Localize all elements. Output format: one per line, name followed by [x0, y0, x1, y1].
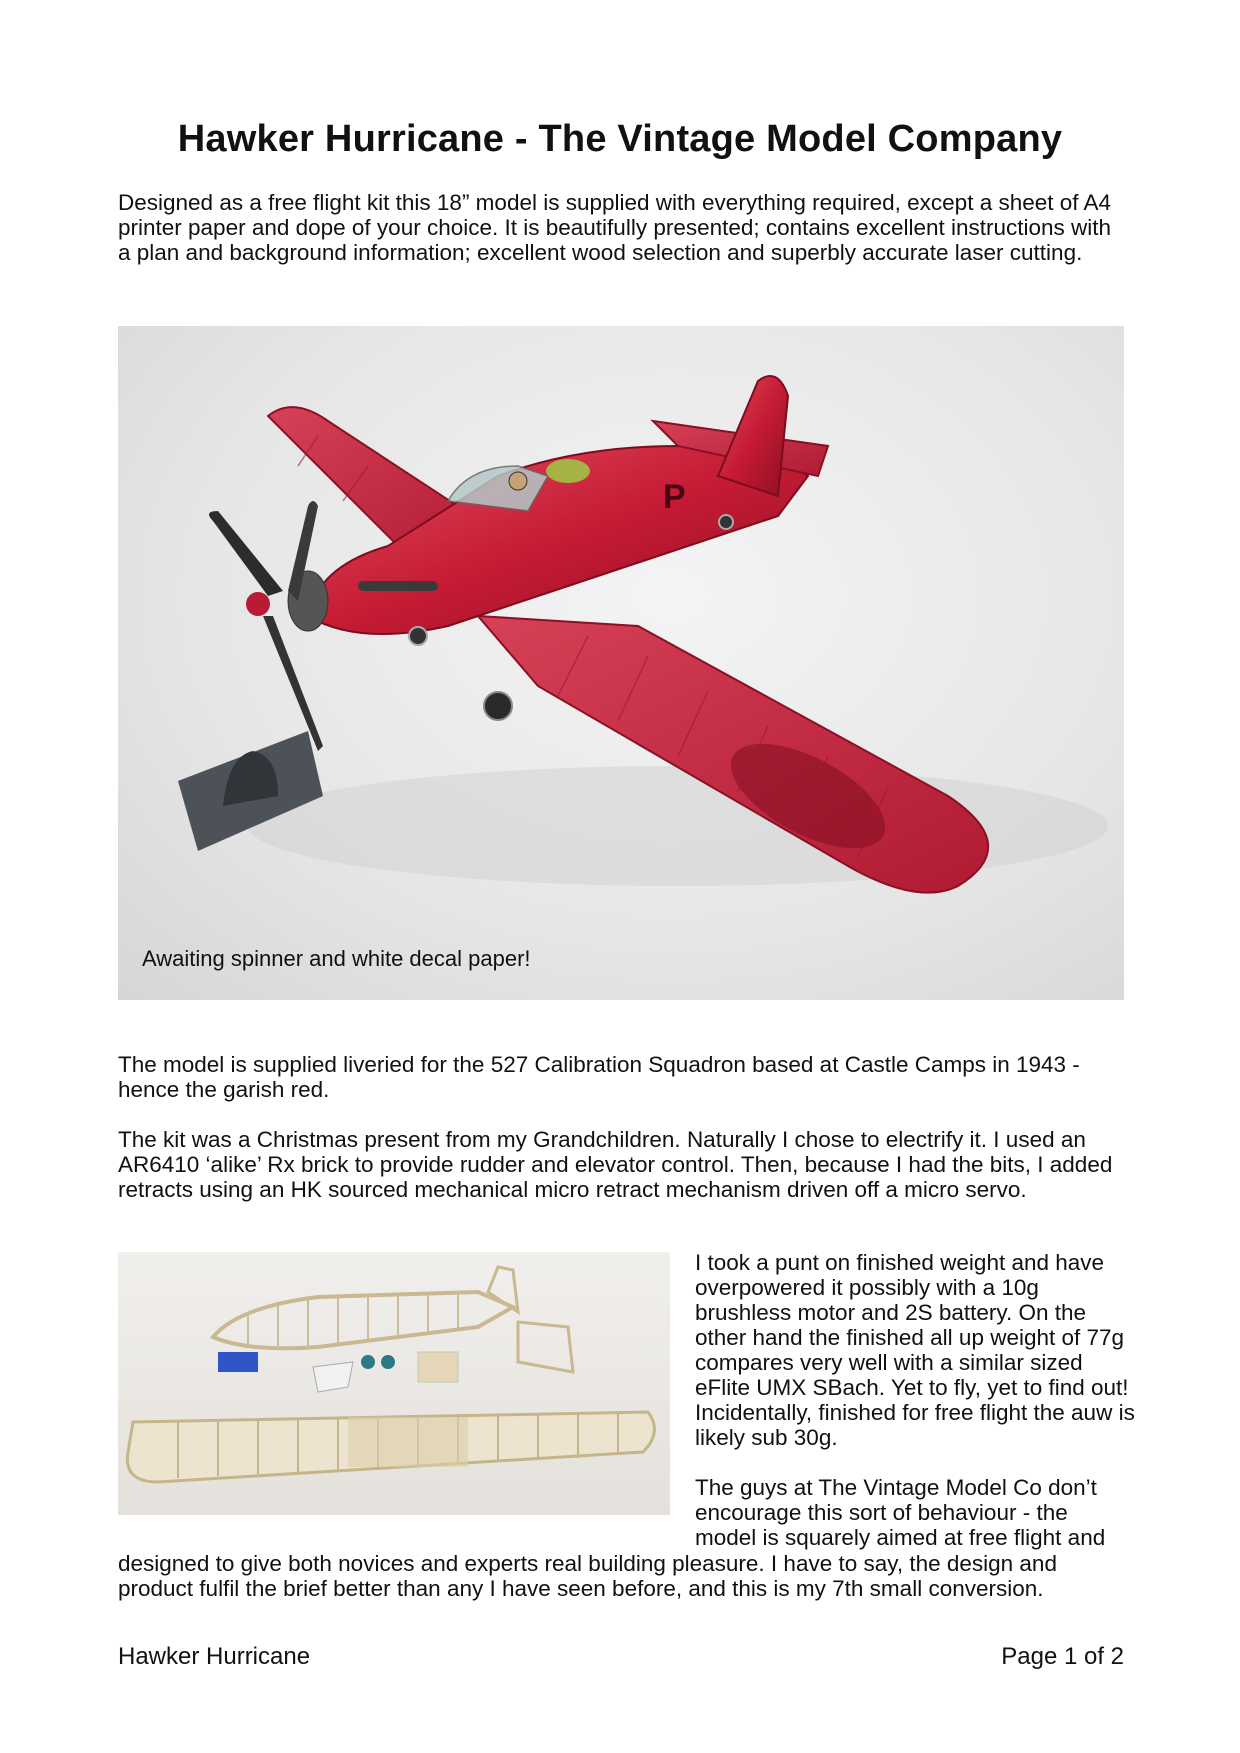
wheel-right: [484, 692, 512, 720]
balsa-airframe-illustration: [118, 1252, 670, 1515]
vintage-co-paragraph-line2: designed to give both novices and experts real building pleasure. I have to say, the design and: [118, 1551, 1057, 1576]
battery: [218, 1352, 258, 1372]
livery-paragraph: The model is supplied liveried for the 527 Calibration Squadron based at Castle Camps in 1943 - hence the garish red.: [118, 1052, 1080, 1102]
page-title: Hawker Hurricane - The Vintage Model Company: [177, 118, 1063, 160]
page-number: Page 1 of 2: [1001, 1643, 1124, 1670]
tailplane-frame: [518, 1322, 573, 1372]
weight-paragraph: I took a punt on finished weight and have overpowered it possibly with a 10g brushless motor and 2S battery. On the other hand the finished all up weight of 77g compares very well with a similar sized eFlite UMX SBach. Yet to fly, yet to find out! Incidentally, finished for free flight the auw is likely sub 30g.: [695, 1250, 1135, 1450]
canopy-part: [313, 1362, 353, 1392]
retract-unit-2: [381, 1355, 395, 1369]
red-hurricane-illustration: [118, 326, 1124, 1000]
kit-paragraph: The kit was a Christmas present from my Grandchildren. Naturally I chose to electrify it. I used an AR6410 ‘alike’ Rx brick to provide rudder and elevator control. Then, because I had the bits, I added retracts using an HK sourced mechanical micro retract mechanism driven off a micro servo.: [118, 1127, 1113, 1202]
fuselage-frame: [213, 1292, 513, 1348]
tail-wheel: [719, 515, 733, 529]
exhaust-stubs: [358, 581, 438, 591]
vintage-co-paragraph-line3: product fulfil the brief better than any I have seen before, and this is my 7th small conversion.: [118, 1576, 1044, 1601]
wheel-left: [409, 627, 427, 645]
wing-center-sheeting: [348, 1417, 468, 1467]
propeller-blade-top: [209, 511, 283, 596]
intro-paragraph: Designed as a free flight kit this 18” model is supplied with everything required, except a sheet of A4 printer paper and dope of your choice. It is beautifully presented; contains excellent instructions with a plan and background information; excellent wood selection and superbly accurate laser cutting.: [118, 190, 1112, 265]
side-text-block: [695, 1250, 1135, 1550]
vintage-co-paragraph-start: The guys at The Vintage Model Co don’t encourage this sort of behaviour - the model is squarely aimed at free flight and: [695, 1475, 1106, 1550]
prop-hub: [246, 592, 270, 616]
servo-box: [418, 1352, 458, 1382]
retract-unit-1: [361, 1355, 375, 1369]
pilot-figure: [509, 472, 527, 490]
footer-title: Hawker Hurricane: [118, 1643, 311, 1670]
airframe-build-photo: [118, 1252, 670, 1515]
photo-caption: Awaiting spinner and white decal paper!: [142, 946, 531, 971]
fuselage-letter: P: [663, 478, 686, 516]
propeller-blade-lower: [263, 616, 323, 751]
cockpit-rear: [546, 459, 590, 483]
hurricane-model-photo: [118, 326, 1124, 1000]
